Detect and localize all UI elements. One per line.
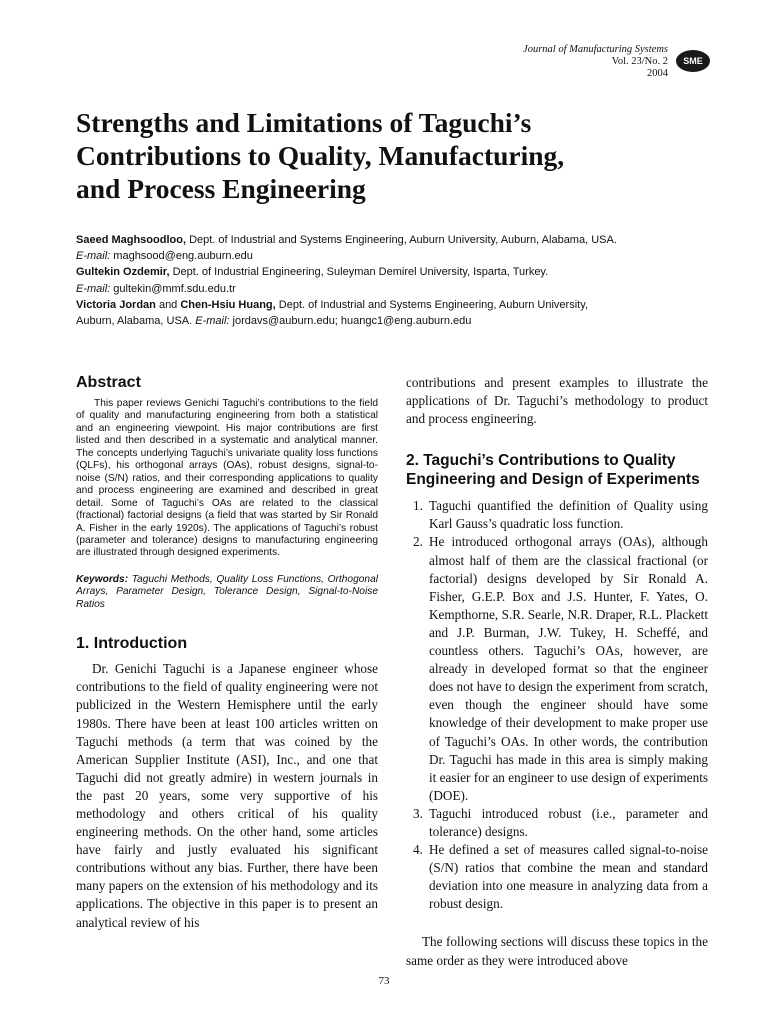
author-3-name: Victoria Jordan (76, 298, 156, 311)
right-column (406, 374, 708, 970)
list-item-number: 2. (413, 534, 423, 550)
keywords-list: Taguchi Methods, Quality Loss Functions, Orthogonal Arrays, Parameter Design, Tolerance Design, Signal-to-Noise Ratios (76, 573, 378, 610)
list-item-text: Taguchi quantified the definition of Quality using Karl Gauss’s quadratic loss function. (429, 498, 708, 532)
author-1-line (76, 232, 716, 248)
list-item (406, 805, 708, 841)
left-column (76, 374, 378, 932)
author-2-affiliation: Dept. of Industrial Engineering, Suleyman Demirel University, Isparta, Turkey. (169, 266, 549, 279)
author-1-email-line (76, 248, 716, 264)
title-line-1: Strengths and Limitations of Taguchi’s (76, 107, 532, 138)
sme-logo-text: SME (683, 56, 703, 66)
author-3-4-email[interactable]: jordavs@auburn.edu; huangc1@eng.auburn.edu (229, 315, 472, 328)
sme-logo-icon (676, 50, 710, 72)
introduction-heading: 1. Introduction (76, 635, 188, 653)
author-4-name: Chen-Hsiu Huang, (180, 298, 276, 311)
journal-header (523, 44, 668, 80)
following-paragraph: The following sections will discuss these topics in the same order as they were introduced above (406, 934, 708, 968)
list-item-number: 3. (413, 805, 423, 821)
list-item-number: 4. (413, 842, 423, 858)
page-number: 73 (378, 975, 390, 987)
introduction-body: Dr. Genichi Taguchi is a Japanese engineer whose contributions to the field of quality engineering were not publicized in the Western Hemisphere until the early 1980s. There have been at least 100 articles written on Taguchi methods (a term that was coined by the American Supplier Institute (ASI), Inc., and one that Taguchi did not greatly admire) in western journals in the past 20 years, some very supportive of his methodology and others critical of his quality engineering methods. On the other hand, some articles have fairly and justly evaluated his significant contributions without any bias. Further, there have been many papers on the extension of his methodology and its applications. The objective in this paper is to present an analytical review of his (76, 661, 378, 930)
list-item-text: He defined a set of measures called signal-to-noise (S/N) ratios that combine the mean and standard deviation into one measure in analyzing data from a robust design. (429, 842, 708, 912)
paper-title (76, 106, 696, 205)
author-block (76, 232, 716, 329)
author-1-affiliation: Dept. of Industrial and Systems Engineering, Auburn University, Auburn, Alabama, USA. (186, 234, 617, 246)
author-2-name: Gultekin Ozdemir, (76, 266, 170, 279)
contributions-list (406, 497, 708, 913)
continuation-paragraph: contributions and present examples to illustrate the applications of Dr. Taguchi’s methodology to product and process engineering. (406, 375, 708, 427)
email-label: E-mail: (76, 250, 111, 263)
title-line-3: and Process Engineering (76, 173, 366, 204)
keywords (76, 574, 378, 611)
list-item (406, 841, 708, 913)
author-conjunction: and (155, 298, 181, 311)
list-item-number: 1. (413, 498, 423, 514)
abstract-body: This paper reviews Genichi Taguchi’s contributions to the field of quality and manufacturing engineering from both a statistical and an engineering viewpoint. His major contributions are first listed and then described in a systematic and analytical manner. The concepts underlying Taguchi’s univariate quality loss functions (QLFs), his orthogonal arrays (OAs), robust designs, signal-to-noise (S/N) ratios, and their corresponding applications to quality and process engineering are examined and described in great detail. Some of Taguchi’s OAs are related to the classical (fractional) factorial designs (a field that was started by Sir Ronald A. Fisher in the early 1920s). The applications of Taguchi’s robust (parameter and tolerance) designs to manufacturing engineering are illustrated through designed experiments. (76, 398, 378, 559)
journal-volume: Vol. 23/No. 2 (611, 56, 668, 67)
section-2-heading: 2. Taguchi’s Contributions to Quality Engineering and Design of Experiments (406, 452, 700, 489)
list-item-text: He introduced orthogonal arrays (OAs), although almost half of them are the classical fractional (or factorial) designs developed by Sir Ronald A. Fisher, G.E.P. Box and J.S. Hunter, F. Yates, O. Kempthorne, S.R. Searle, N.R. Draper, R.L. Plackett and J.P. Burman, J.W. Tukey, H. Scheffé, and countless others. Taguchi’s OAs, however, are already in developed format so that the engineer does not have to design the experiment from scratch, even though the engineer should have some knowledge of their development to make proper use of Taguchi’s OAs. In other words, the contribution Dr. Taguchi has made in this area is simply making it easier for an engineer to use design of experiments (DOE). (429, 534, 708, 803)
keywords-label: Keywords: (76, 573, 129, 585)
author-1-name: Saeed Maghsoodloo, (76, 234, 187, 246)
author-2-email[interactable]: gultekin@mmf.sdu.edu.tr (110, 282, 236, 295)
author-3-4-affiliation-cont: Auburn, Alabama, USA. (76, 315, 196, 328)
email-label: E-mail: (195, 315, 230, 328)
author-3-4-affiliation: Dept. of Industrial and Systems Engineering, Auburn University, (275, 298, 588, 311)
journal-year: 2004 (647, 68, 668, 79)
list-item (406, 533, 708, 804)
list-item-text: Taguchi introduced robust (i.e., parameter and tolerance) designs. (429, 805, 708, 839)
email-label: E-mail: (76, 282, 111, 295)
author-3-4-email-line (76, 313, 716, 329)
list-item (406, 497, 708, 533)
author-3-4-line (76, 297, 716, 313)
title-line-2: Contributions to Quality, Manufacturing, (76, 140, 565, 171)
author-2-email-line (76, 281, 716, 297)
abstract-heading: Abstract (76, 374, 141, 391)
author-2-line (76, 264, 716, 280)
author-1-email[interactable]: maghsood@eng.auburn.edu (110, 250, 253, 263)
journal-name: Journal of Manufacturing Systems (523, 44, 668, 55)
